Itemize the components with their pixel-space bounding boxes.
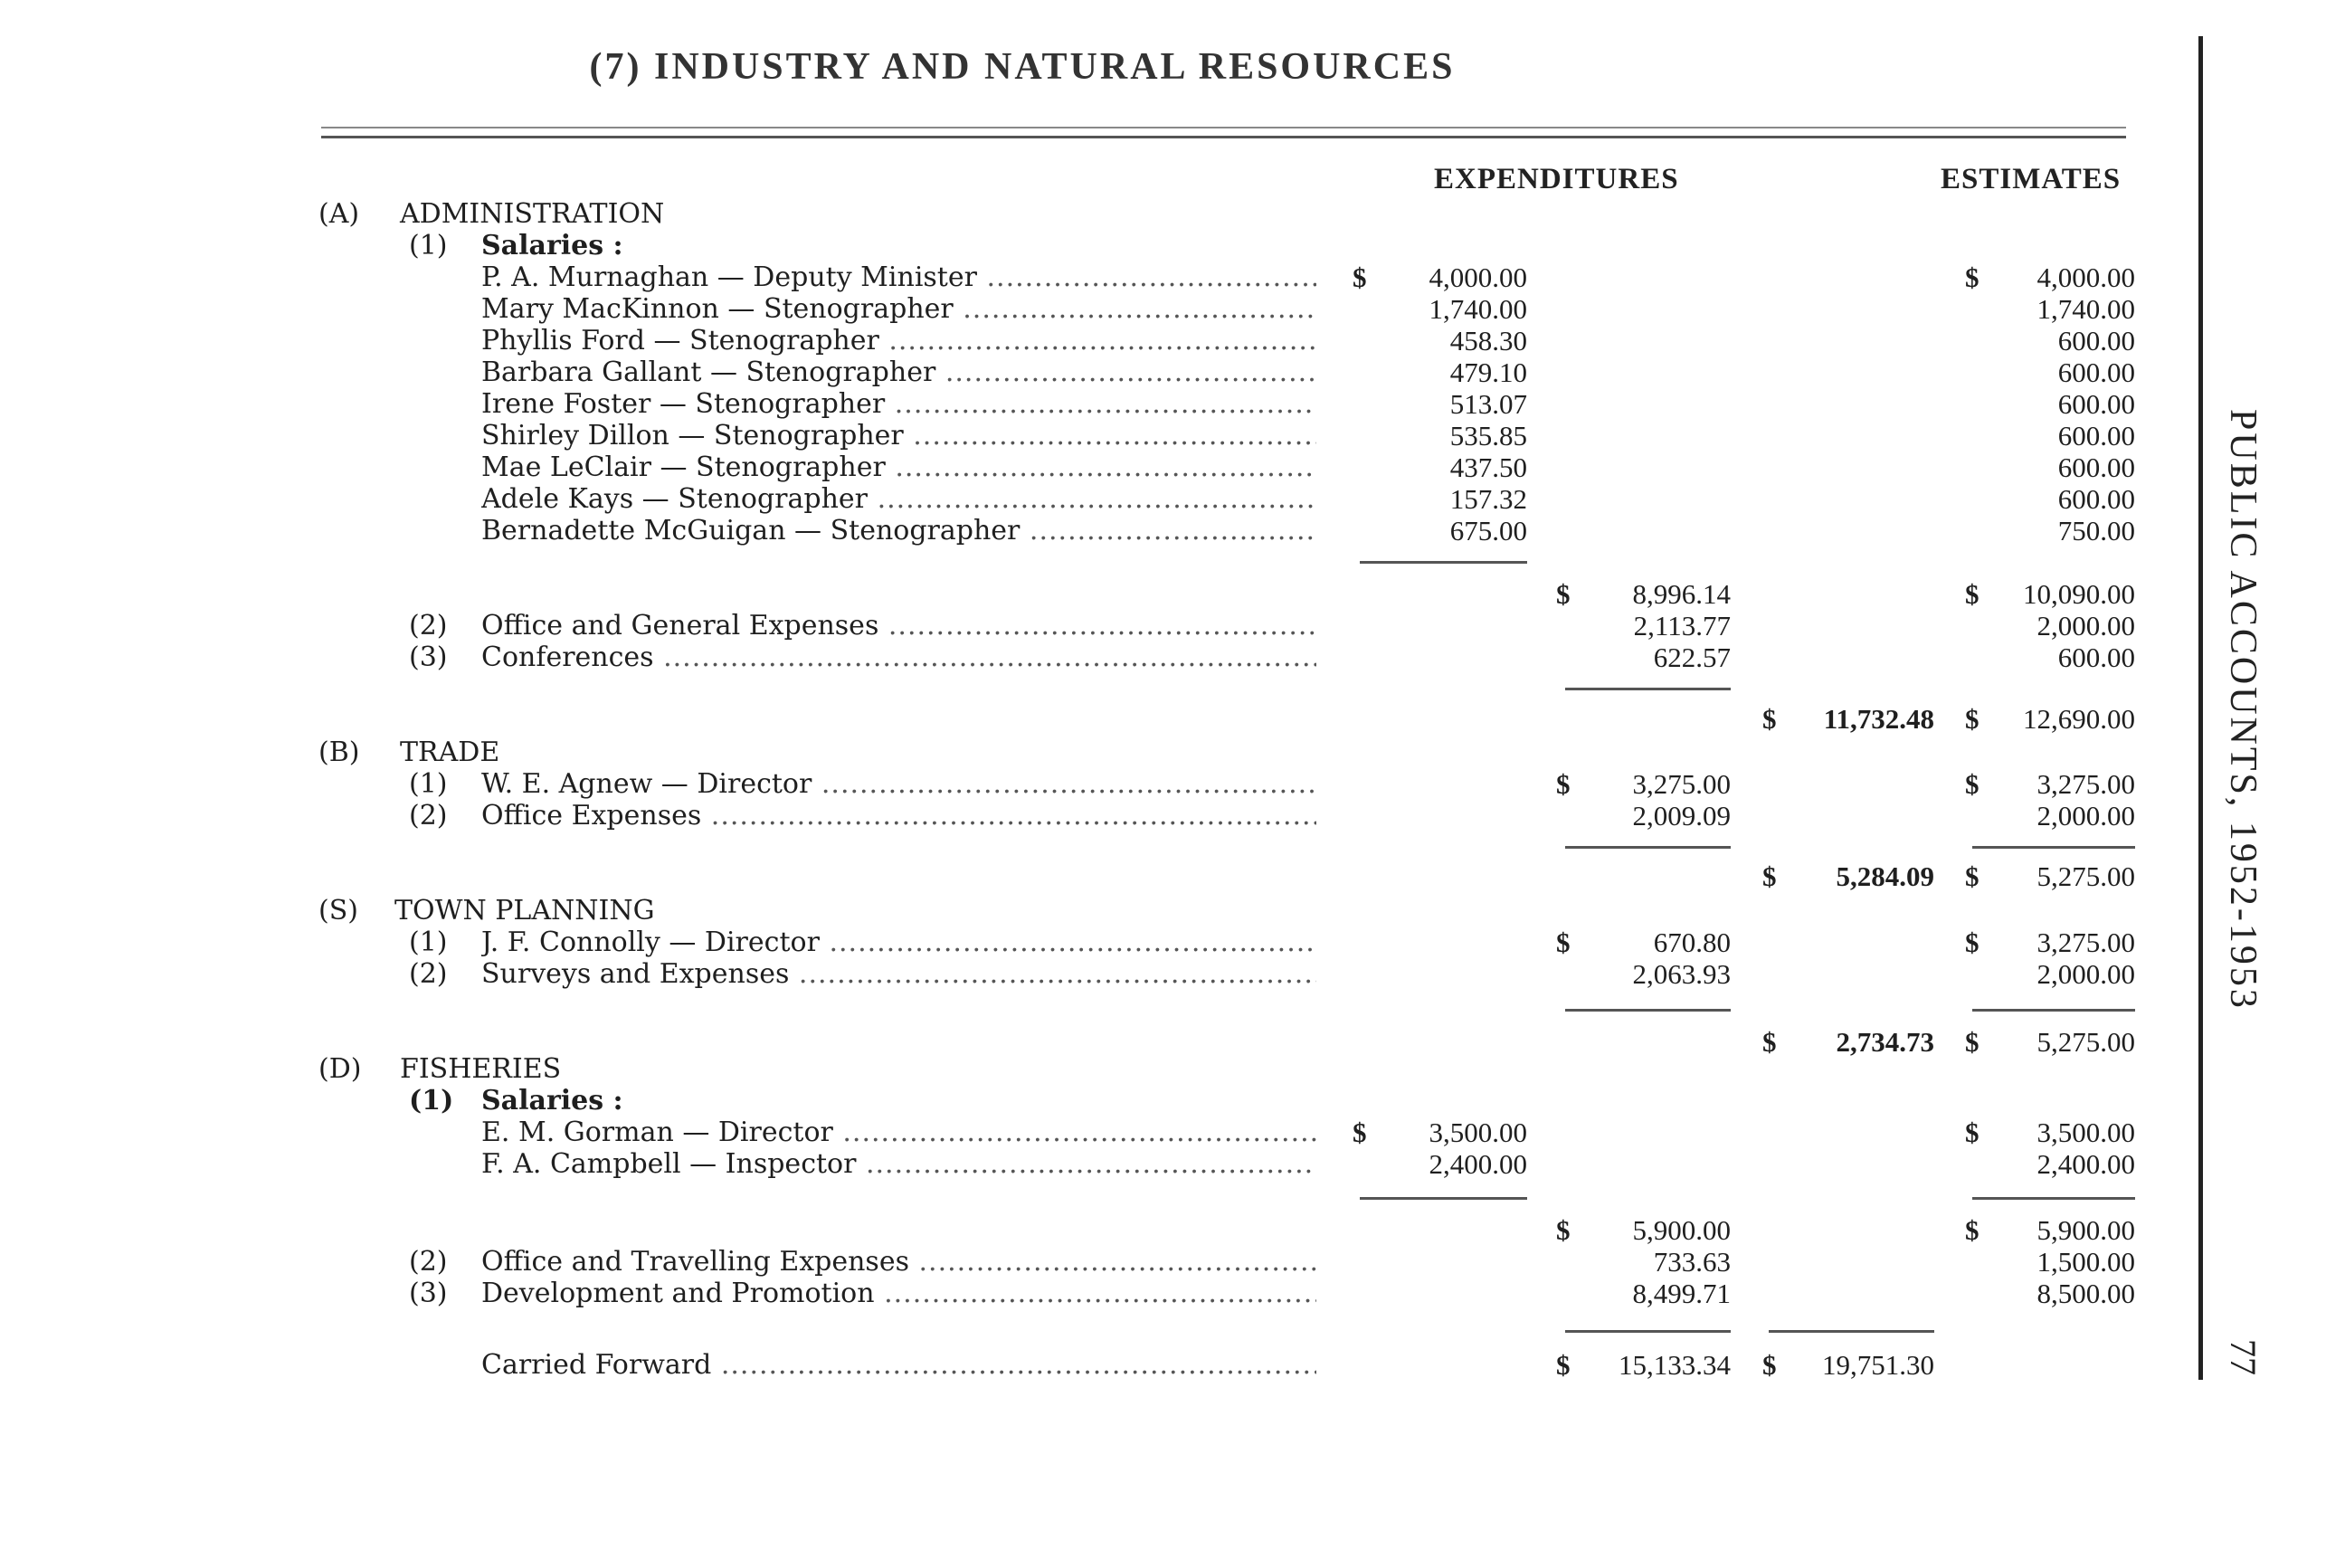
estimate-amount: 600.00 [2057, 641, 2135, 673]
estimate-amount: 600.00 [2057, 356, 2135, 388]
expenditure-amount: 2,400.00 [1429, 1148, 1527, 1180]
currency-sign: $ [1353, 261, 1367, 293]
currency-sign: $ [1965, 1117, 1979, 1148]
currency-sign: $ [1965, 860, 1979, 892]
expenditure-amount: 8,499.71 [1632, 1278, 1731, 1309]
estimate-amount: 600.00 [2057, 420, 2135, 451]
section-letter: (A) [318, 198, 360, 230]
carried-forward-amount: 15,133.34 [1619, 1349, 1731, 1381]
expenditure-amount: 513.07 [1449, 388, 1527, 420]
table-row [0, 389, 2217, 420]
estimate-amount: 2,000.00 [2036, 800, 2135, 832]
row-label: Office Expenses ..... [481, 801, 1316, 832]
row-label: Bernadette McGuigan — Stenographer ..... [481, 516, 1316, 546]
row-label: Office and General Expenses ..... [481, 611, 1316, 641]
estimate-rule [1972, 1009, 2135, 1012]
table-row [0, 1247, 2217, 1278]
currency-sign: $ [1965, 578, 1979, 610]
table-row [0, 262, 2217, 293]
section-name: FISHERIES [400, 1053, 562, 1085]
expenditure-amount: 535.85 [1449, 420, 1527, 451]
item-number: (2) [409, 610, 448, 641]
row-label: Shirley Dillon — Stenographer ..... [481, 421, 1316, 451]
subtotal-rule [1360, 1197, 1527, 1200]
estimate-amount: 750.00 [2057, 515, 2135, 546]
section-name: ADMINISTRATION [400, 198, 665, 230]
total-amount: 5,284.09 [1836, 860, 1934, 892]
row-label: P. A. Murnaghan — Deputy Minister ..... [481, 262, 1316, 293]
table-row [0, 294, 2217, 325]
currency-sign: $ [1556, 578, 1571, 610]
row-label: Conferences ..... [481, 642, 1316, 673]
section-name: TRADE [400, 736, 500, 768]
currency-sign: $ [1965, 768, 1979, 800]
a-salaries-heading [0, 231, 2217, 261]
total-amount: 2,734.73 [1836, 1026, 1934, 1058]
estimate-amount: 2,400.00 [2036, 1148, 2135, 1180]
estimate-amount: 3,275.00 [2036, 927, 2135, 958]
expenditure-amount: 458.30 [1449, 325, 1527, 356]
expenditure-amount: 157.32 [1449, 483, 1527, 515]
row-label: J. F. Connolly — Director ..... [481, 927, 1316, 958]
item-number: (2) [409, 800, 448, 832]
subtotal-row [0, 1215, 2217, 1246]
estimate-amount: 600.00 [2057, 483, 2135, 515]
table-row [0, 452, 2217, 483]
item-number: (2) [409, 958, 448, 990]
table-row [0, 1149, 2217, 1180]
section-name: TOWN PLANNING [394, 895, 655, 927]
estimate-amount: 2,000.00 [2036, 958, 2135, 990]
table-row [0, 959, 2217, 990]
row-label: Irene Foster — Stenographer ..... [481, 389, 1316, 420]
currency-sign: $ [1556, 768, 1571, 800]
estimate-amount: 5,900.00 [2036, 1214, 2135, 1246]
item-number: (3) [409, 1278, 448, 1309]
page-title: (7) INDUSTRY AND NATURAL RESOURCES [589, 46, 1456, 88]
row-label: Mary MacKinnon — Stenographer ..... [481, 294, 1316, 325]
section-letter: (S) [318, 895, 358, 927]
side-label-text: PUBLIC ACCOUNTS, 1952-1953 [2222, 409, 2264, 1011]
item-number: (2) [409, 1246, 448, 1278]
table-row [0, 611, 2217, 641]
subtotal-rule [1565, 688, 1731, 690]
estimate-rule [1972, 1197, 2135, 1200]
page-number: 77 [2223, 1339, 2264, 1375]
expenditure-amount: 479.10 [1449, 356, 1527, 388]
subtotal-rule [1565, 1330, 1731, 1333]
estimate-amount: 600.00 [2057, 325, 2135, 356]
table-row [0, 326, 2217, 356]
table-row [0, 484, 2217, 515]
expenditure-amount: 2,009.09 [1632, 800, 1731, 832]
row-label: Development and Promotion ..... [481, 1278, 1316, 1309]
total-amount: 11,732.48 [1823, 703, 1934, 735]
currency-sign: $ [1556, 1349, 1571, 1381]
section-d-heading [0, 1054, 2217, 1085]
total-row [0, 861, 2217, 892]
estimate-amount: 12,690.00 [2023, 703, 2135, 735]
currency-sign: $ [1965, 703, 1979, 735]
subtotal-amount: 5,900.00 [1632, 1214, 1731, 1246]
row-label: E. M. Gorman — Director ..... [481, 1117, 1316, 1148]
row-label: Surveys and Expenses ..... [481, 959, 1316, 990]
section-a-heading [0, 199, 2217, 230]
expenditure-amount: 670.80 [1653, 927, 1731, 958]
item-number: (3) [409, 641, 448, 673]
expenditure-amount: 675.00 [1449, 515, 1527, 546]
estimate-amount: 2,000.00 [2036, 610, 2135, 641]
title-rule-bottom [321, 136, 2126, 138]
item-number: (1) [409, 768, 448, 800]
estimate-amount: 1,740.00 [2036, 293, 2135, 325]
expenditure-amount: 733.63 [1653, 1246, 1731, 1278]
item-number: (1) [409, 927, 448, 958]
currency-sign: $ [1762, 703, 1777, 735]
expenditure-amount: 622.57 [1653, 641, 1731, 673]
row-label: Phyllis Ford — Stenographer ..... [481, 326, 1316, 356]
total-row [0, 704, 2217, 735]
currency-sign: $ [1762, 860, 1777, 892]
expenditures-header: EXPENDITURES [1434, 163, 1679, 195]
row-label: F. A. Campbell — Inspector ..... [481, 1149, 1316, 1180]
currency-sign: $ [1965, 927, 1979, 958]
expenditure-amount: 437.50 [1449, 451, 1527, 483]
total-rule [1769, 1330, 1934, 1333]
expenditure-amount: 2,063.93 [1632, 958, 1731, 990]
row-label: Barbara Gallant — Stenographer ..... [481, 357, 1316, 388]
section-letter: (B) [318, 736, 360, 768]
section-letter: (D) [318, 1053, 362, 1085]
expenditure-amount: 3,275.00 [1632, 768, 1731, 800]
carried-forward-row [0, 1350, 2217, 1381]
estimate-rule [1972, 846, 2135, 849]
currency-sign: $ [1965, 261, 1979, 293]
expenditure-amount: 2,113.77 [1633, 610, 1731, 641]
subtotal-rule [1565, 1009, 1731, 1012]
table-row [0, 1117, 2217, 1148]
estimate-amount: 3,500.00 [2036, 1117, 2135, 1148]
expenditure-amount: 1,740.00 [1429, 293, 1527, 325]
table-row [0, 357, 2217, 388]
estimate-amount: 600.00 [2057, 388, 2135, 420]
table-row [0, 516, 2217, 546]
estimate-amount: 1,500.00 [2036, 1246, 2135, 1278]
table-row [0, 801, 2217, 832]
currency-sign: $ [1353, 1117, 1367, 1148]
item-number: (1) [409, 1085, 454, 1117]
row-label: Mae LeClair — Stenographer ..... [481, 452, 1316, 483]
row-label: Office and Travelling Expenses ..... [481, 1247, 1316, 1278]
currency-sign: $ [1556, 1214, 1571, 1246]
table-row [0, 642, 2217, 673]
item-label: Salaries : [481, 1085, 623, 1117]
subtotal-rule [1360, 561, 1527, 564]
currency-sign: $ [1556, 927, 1571, 958]
estimate-amount: 600.00 [2057, 451, 2135, 483]
estimate-amount: 5,275.00 [2036, 1026, 2135, 1058]
estimates-header: ESTIMATES [1941, 163, 2122, 195]
section-c-heading [0, 896, 2217, 927]
estimate-amount: 3,275.00 [2036, 768, 2135, 800]
item-number: (1) [409, 230, 448, 261]
d-salaries-heading [0, 1086, 2217, 1117]
row-label: W. E. Agnew — Director ..... [481, 769, 1316, 800]
expenditure-amount: 4,000.00 [1429, 261, 1527, 293]
table-row [0, 421, 2217, 451]
estimate-amount: 5,275.00 [2036, 860, 2135, 892]
currency-sign: $ [1762, 1349, 1777, 1381]
currency-sign: $ [1965, 1214, 1979, 1246]
carried-forward-total: 19,751.30 [1822, 1349, 1934, 1381]
section-b-heading [0, 737, 2217, 768]
estimate-amount: 8,500.00 [2036, 1278, 2135, 1309]
estimate-amount: 10,090.00 [2023, 578, 2135, 610]
subtotal-row [0, 579, 2217, 610]
row-label: Adele Kays — Stenographer ..... [481, 484, 1316, 515]
expenditure-amount: 3,500.00 [1429, 1117, 1527, 1148]
subtotal-amount: 8,996.14 [1632, 578, 1731, 610]
carried-forward-label: Carried Forward ..... [481, 1350, 1316, 1381]
estimate-amount: 4,000.00 [2036, 261, 2135, 293]
table-row [0, 1278, 2217, 1309]
title-rule-top [321, 127, 2126, 128]
currency-sign: $ [1762, 1026, 1777, 1058]
item-label: Salaries : [481, 230, 623, 261]
currency-sign: $ [1965, 1026, 1979, 1058]
table-row [0, 769, 2217, 800]
table-row [0, 927, 2217, 958]
subtotal-rule [1565, 846, 1731, 849]
